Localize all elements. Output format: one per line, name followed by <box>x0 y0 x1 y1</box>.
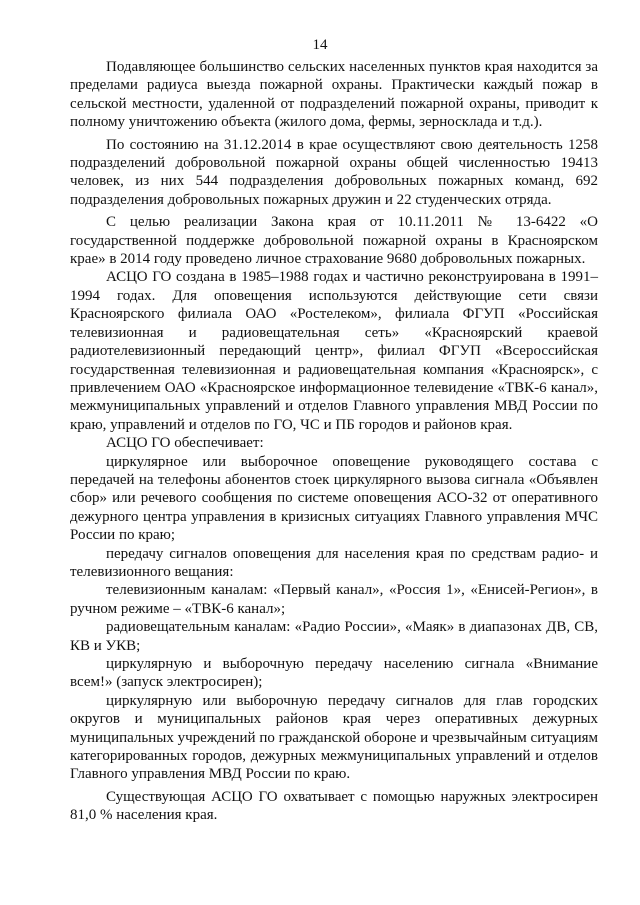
paragraph-sirens: циркулярную и выборочную передачу населению сигнала «Внимание всем!» (запуск электросирен); <box>70 656 598 691</box>
document-body <box>70 58 598 825</box>
paragraph-radio-channels: радиовещательным каналам: «Радио России», «Маяк» в диапазонах ДВ, СВ, КВ и УКВ; <box>70 619 598 654</box>
paragraph-leadership-alert: циркулярное или выборочное оповещение руководящего состава с передачей на телефоны абонентов стоек циркулярного вызова сигнала «Объявлен сбор» или речевого сообщения по системе оповещения АСО-32 от оперативного дежурного центра управления в кризисных ситуациях Главного управления МЧС России по краю; <box>70 453 598 544</box>
paragraph-municipal-alert: циркулярную или выборочную передачу сигналов для глав городских округов и муниципальных районов края через оперативных дежурных муниципальных учреждений по гражданской обороне и чрезвычайным ситуациям категорированных городов, дежурных межмуниципальных управлений и отделов Главного управления МВД России по краю. <box>70 692 598 783</box>
paragraph-broadcast-alert: передачу сигналов оповещения для населения края по средствам радио- и телевизионного вещания: <box>70 545 598 580</box>
paragraph-coverage: Существующая АСЦО ГО охватывает с помощью наружных электросирен 81,0 % населения края. <box>70 788 598 824</box>
paragraph-asco-provides: АСЦО ГО обеспечивает: <box>106 435 264 452</box>
paragraph-asco-history: АСЦО ГО создана в 1985–1988 годах и частично реконструирована в 1991–1994 годах. Для оповещения используются действующие сети связи Красноярского филиала ОАО «Ростелеком», филиала ФГУП «Российская телевизионная и радиовещательная сеть» «Красноярский краевой радиотелевизионный передающий центр», филиал ФГУП «Всероссийская государственная телевизионная и радиовещательная компания «Красноярск», с привлечением ОАО «Красноярское информационное телевидение «ТВК-6 канал», межмуниципальных управлений и отделов Главного управления МВД России по краю, управлений и отделов по ГО, ЧС и ПБ городов и районов края. <box>70 269 598 433</box>
paragraph-insurance-law: С целью реализации Закона края от 10.11.2011 № 13-6422 «О государственной поддержке добровольной пожарной охраны в Красноярском крае» в 2014 году проведено личное страхование 9680 добровольных пожарных. <box>70 214 598 268</box>
paragraph-tv-channels: телевизионным каналам: «Первый канал», «Россия 1», «Енисей-Регион», в ручном режиме – «ТВК-6 канал»; <box>70 582 598 617</box>
paragraph-rural-fires: Подавляющее большинство сельских населенных пунктов края находится за пределами радиуса выезда пожарной охраны. Практически каждый пожар в сельской местности, удаленной от подразделений пожарной охраны, приводит к полному уничтожению объекта (жилого дома, фермы, зерносклада и т.д.). <box>70 59 598 131</box>
paragraph-volunteer-units: По состоянию на 31.12.2014 в крае осуществляют свою деятельность 1258 подразделений добровольной пожарной охраны общей численностью 19413 человек, из них 544 подразделения добровольных пожарных команд, 692 подразделения добровольных пожарных дружин и 22 студенческих отряда. <box>70 136 598 208</box>
page-number: 14 <box>312 37 328 53</box>
